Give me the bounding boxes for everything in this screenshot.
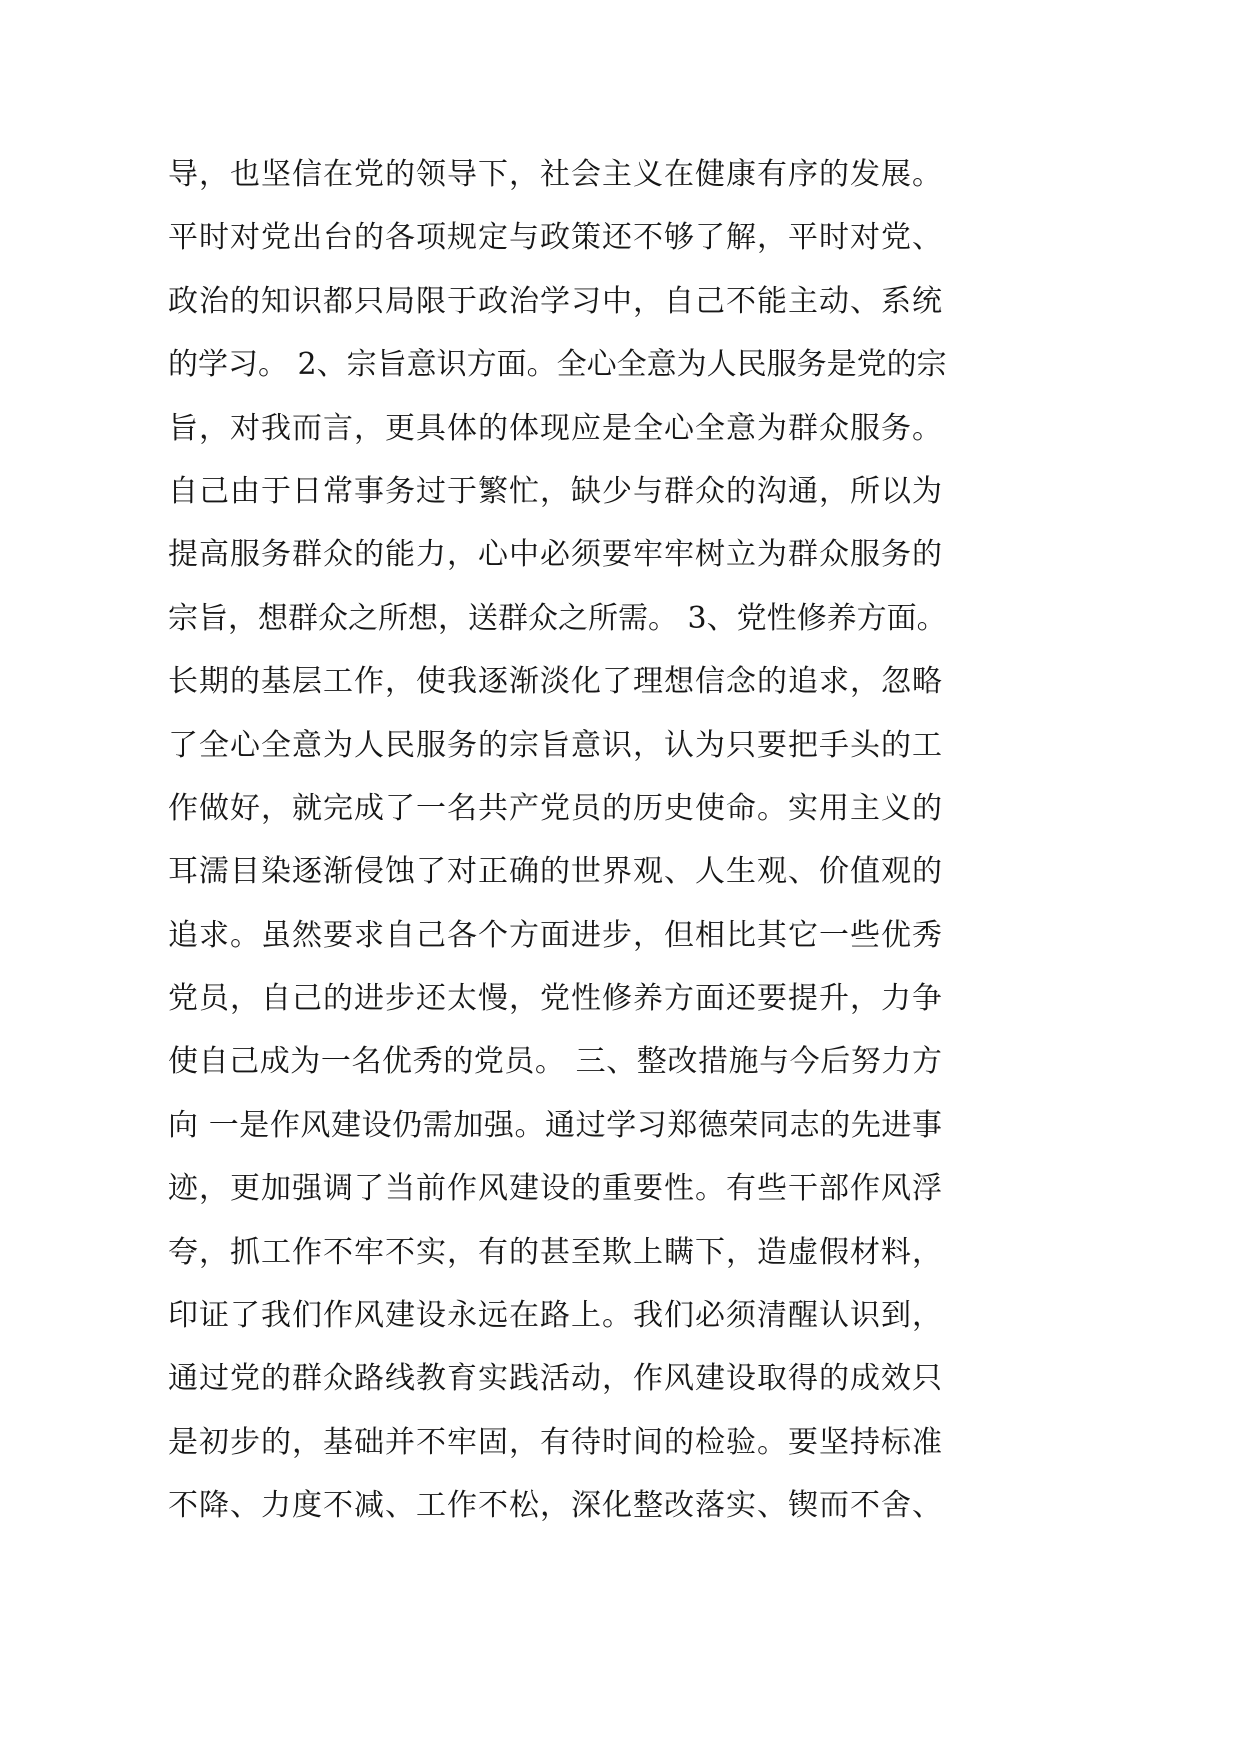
text-line: 的学习。 2、宗旨意识方面。全心全意为人民服务是党的宗 (168, 347, 947, 383)
text-line: 不降、力度不减、工作不松，深化整改落实、锲而不舍、 (168, 1488, 942, 1524)
text-line: 提高服务群众的能力，心中必须要牢牢树立为群众服务的 (168, 537, 942, 573)
body-text (168, 143, 947, 1538)
text-line: 作做好，就完成了一名共产党员的历史使命。实用主义的 (168, 790, 942, 826)
text-line: 迹，更加强调了当前作风建设的重要性。有些干部作风浮 (168, 1171, 942, 1207)
text-line: 了全心全意为人民服务的宗旨意识，认为只要把手头的工 (168, 727, 942, 763)
text-line: 政治的知识都只局限于政治学习中，自己不能主动、系统 (168, 283, 942, 319)
text-line: 长期的基层工作，使我逐渐淡化了理想信念的追求，忽略 (168, 664, 942, 700)
text-line: 导，也坚信在党的领导下，社会主义在健康有序的发展。 (168, 157, 942, 192)
text-line: 是初步的，基础并不牢固，有待时间的检验。要坚持标准 (168, 1424, 942, 1460)
text-line: 旨，对我而言，更具体的体现应是全心全意为群众服务。 (168, 410, 942, 446)
text-line: 向 一是作风建设仍需加强。通过学习郑德荣同志的先进事 (168, 1107, 942, 1143)
text-line: 使自己成为一名优秀的党员。 三、整改措施与今后努力方 (168, 1044, 942, 1080)
text-line: 追求。虽然要求自己各个方面进步，但相比其它一些优秀 (168, 917, 942, 953)
text-line: 耳濡目染逐渐侵蚀了对正确的世界观、人生观、价值观的 (168, 854, 942, 890)
text-line: 平时对党出台的各项规定与政策还不够了解，平时对党、 (168, 220, 942, 256)
text-line: 印证了我们作风建设永远在路上。我们必须清醒认识到， (168, 1298, 942, 1334)
text-line: 宗旨，想群众之所想，送群众之所需。 3、党性修养方面。 (168, 600, 947, 636)
text-line: 党员，自己的进步还太慢，党性修养方面还要提升，力争 (168, 981, 942, 1017)
text-line: 夸，抓工作不牢不实，有的甚至欺上瞒下，造虚假材料， (168, 1234, 942, 1270)
text-line: 自己由于日常事务过于繁忙，缺少与群众的沟通，所以为 (168, 473, 942, 509)
text-line: 通过党的群众路线教育实践活动，作风建设取得的成效只 (168, 1361, 942, 1397)
